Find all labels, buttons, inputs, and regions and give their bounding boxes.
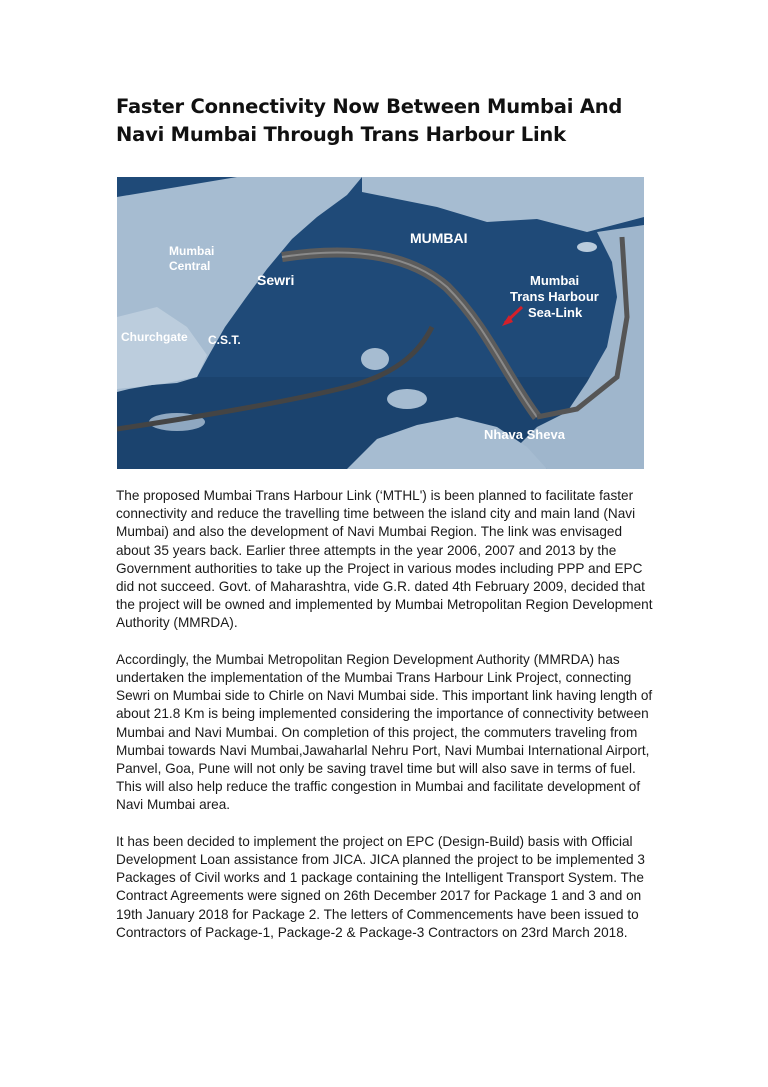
- map-image: [117, 177, 644, 469]
- article-body: [116, 487, 656, 960]
- label-mumbai: MUMBAI: [410, 230, 468, 246]
- label-sewri: Sewri: [257, 272, 295, 288]
- island: [577, 242, 597, 252]
- island: [361, 348, 389, 370]
- label-mthl-1: Mumbai: [530, 273, 580, 288]
- label-mthl-2: Trans Harbour: [510, 289, 599, 304]
- island: [387, 389, 427, 409]
- label-nhava-sheva: Nhava Sheva: [484, 427, 565, 442]
- label-cst: C.S.T.: [208, 333, 241, 347]
- page-title: Faster Connectivity Now Between Mumbai And Navi Mumbai Through Trans Harbour Link: [116, 95, 623, 146]
- paragraph: It has been decided to implement the project on EPC (Design-Build) basis with Official Development Loan assistance from JICA. JICA planned the project to be implemented 3 Packages of Civil works and 1 package containing the Intelligent Transport System. The Contract Agreements were signed on 26th December 2017 for Package 1 and 3 and on 19th January 2018 for Package 2. The letters of Commencements have been issued to Contractors of Package-1, Package-2 & Package-3 Contractors on 23rd March 2018.: [116, 833, 645, 940]
- label-mthl-3: Sea-Link: [528, 305, 583, 320]
- paragraph: Accordingly, the Mumbai Metropolitan Region Development Authority (MMRDA) has undertaken the implementation of the Mumbai Trans Harbour Link Project, connecting Sewri on Mumbai side to Chirle on Navi Mumbai side. This important link having length of about 21.8 Km is being implemented considering the importance of connectivity between Mumbai and Navi Mumbai. On completion of this project, the commuters traveling from Mumbai towards Navi Mumbai,Jawaharlal Nehru Port, Navi Mumbai International Airport, Panvel, Goa, Pune will not only be saving travel time but will also save in terms of fuel. This will also help reduce the traffic congestion in Mumbai and facilitate development of Navi Mumbai area.: [116, 651, 653, 813]
- label-mumbai-central-1: Mumbai: [169, 244, 215, 258]
- sea-link-map: [117, 177, 644, 469]
- paragraph: The proposed Mumbai Trans Harbour Link (‘MTHL') is been planned to facilitate faster connectivity and reduce the travelling time between the island city and main land (Navi Mumbai) and also the development of Navi Mumbai Region. The link was envisaged about 35 years back. Earlier three attempts in the year 2006, 2007 and 2013 by the Government authorities to take up the Project in various modes including PPP and EPC did not succeed. Govt. of Maharashtra, vide G.R. dated 4th February 2009, decided that the project will be owned and implemented by Mumbai Metropolitan Region Development Authority (MMRDA).: [116, 488, 653, 631]
- label-churchgate: Churchgate: [121, 330, 188, 344]
- label-mumbai-central-2: Central: [169, 259, 211, 273]
